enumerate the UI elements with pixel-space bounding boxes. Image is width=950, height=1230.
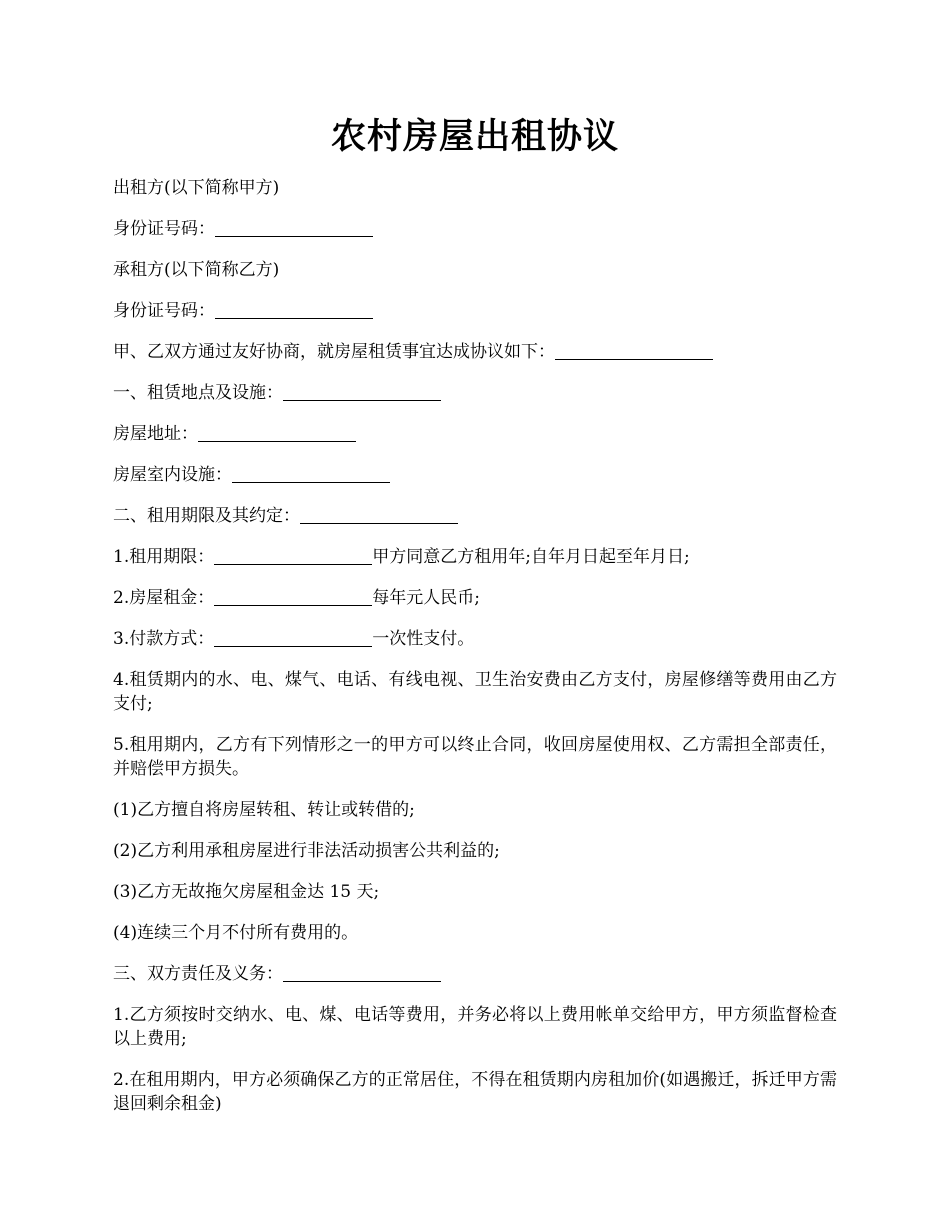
paragraph-text: 三、双方责任及义务： [113,964,283,984]
paragraph-text-after-blank: 每年元人民币; [372,588,480,608]
paragraph-text: 5.租用期内，乙方有下列情形之一的甲方可以终止合同，收回房屋使用权、乙方需担全部责任，并赔偿甲方损失。 [113,735,837,779]
fill-in-blank [232,465,390,483]
paragraph-term [113,545,837,569]
paragraph-text: 甲、乙双方通过友好协商，就房屋租赁事宜达成协议如下： [113,342,555,362]
paragraph-text-after-blank: 甲方同意乙方租用年;自年月日起至年月日; [372,547,690,567]
paragraph-lessee-id [113,299,837,323]
paragraph-payment [113,627,837,651]
paragraph-text: 身份证号码： [113,301,215,321]
paragraph-fees [113,668,837,716]
paragraph-text: 2.房屋租金： [113,588,215,608]
paragraph-section-2 [113,504,837,528]
fill-in-blank [555,342,713,360]
paragraph-duty-1 [113,1003,837,1051]
paragraph-lessor-id [113,217,837,241]
paragraph-termination [113,733,837,781]
paragraph-text-after-blank: 一次性支付。 [372,629,475,649]
paragraph-text: 二、租用期限及其约定： [113,506,300,526]
paragraph-case-3 [113,880,837,904]
paragraph-lessee [113,258,837,282]
paragraph-section-3 [113,962,837,986]
paragraph-preamble [113,340,837,364]
fill-in-blank [214,547,372,565]
fill-in-blank [214,629,372,647]
fill-in-blank [300,506,458,524]
fill-in-blank [214,588,372,606]
paragraph-text: 一、租赁地点及设施： [113,383,283,403]
paragraph-text: 房屋地址： [113,424,198,444]
fill-in-blank [283,383,441,401]
fill-in-blank [198,424,356,442]
paragraph-duty-2 [113,1068,837,1116]
paragraph-rent [113,586,837,610]
document-body [113,176,837,1133]
paragraph-text: (1)乙方擅自将房屋转租、转让或转借的; [113,800,415,820]
paragraph-text: 4.租赁期内的水、电、煤气、电话、有线电视、卫生治安费由乙方支付，房屋修缮等费用由乙方支付; [113,670,837,714]
paragraph-text: (2)乙方利用承租房屋进行非法活动损害公共利益的; [113,841,500,861]
fill-in-blank [283,964,441,982]
paragraph-text: 1.乙方须按时交纳水、电、煤、电话等费用，并务必将以上费用帐单交给甲方，甲方须监督检查以上费用; [113,1005,837,1049]
paragraph-text: 3.付款方式： [113,629,215,649]
paragraph-case-1 [113,798,837,822]
fill-in-blank [215,219,373,237]
fill-in-blank [215,301,373,319]
paragraph-text: 1.租用期限： [113,547,215,567]
paragraph-lessor [113,176,837,200]
paragraph-text: (3)乙方无故拖欠房屋租金达 15 天; [113,882,380,902]
paragraph-section-1 [113,381,837,405]
paragraph-address [113,422,837,446]
paragraph-text: 出租方(以下简称甲方) [113,178,280,198]
paragraph-text: 身份证号码： [113,219,215,239]
paragraph-facilities [113,463,837,487]
document-title: 农村房屋出租协议 [330,116,619,157]
paragraph-text: 房屋室内设施： [113,465,232,485]
paragraph-case-4 [113,921,837,945]
paragraph-text: 2.在租用期内，甲方必须确保乙方的正常居住，不得在租赁期内房租加价(如遇搬迁，拆迁甲方需退回剩余租金) [113,1070,837,1114]
paragraph-text: (4)连续三个月不付所有费用的。 [113,923,359,943]
paragraph-text: 承租方(以下简称乙方) [113,260,280,280]
paragraph-case-2 [113,839,837,863]
